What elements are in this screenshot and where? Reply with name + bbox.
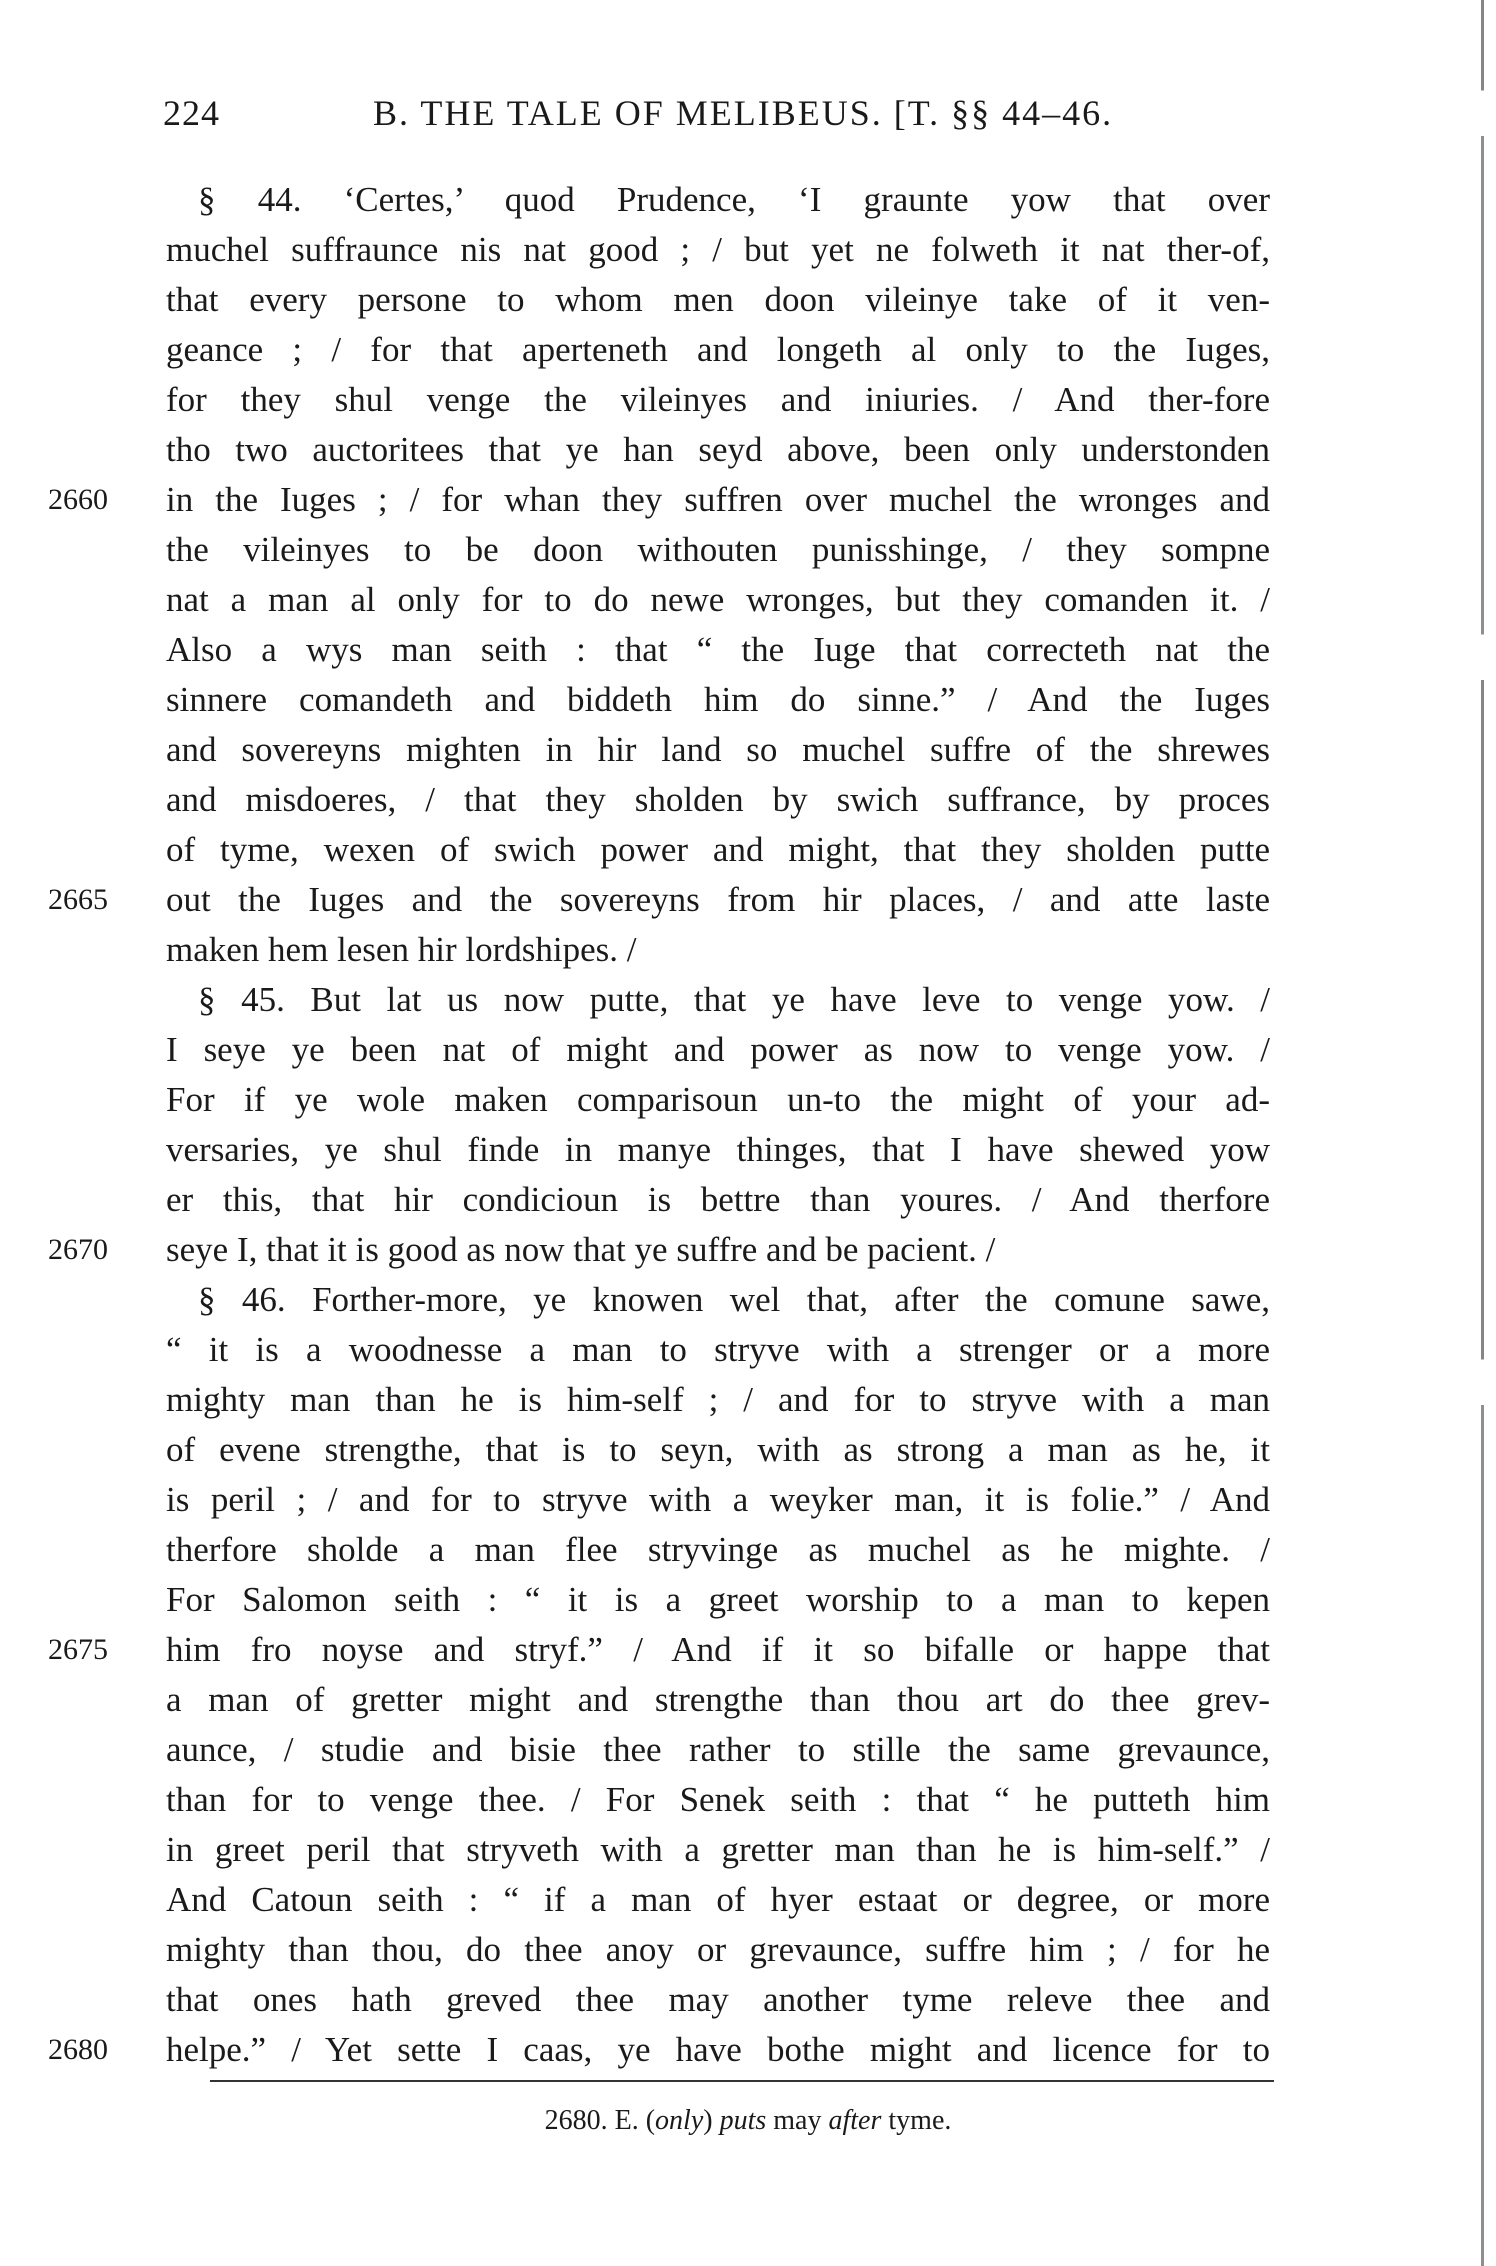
page-number: 224	[163, 93, 220, 133]
text-line	[48, 475, 1270, 525]
line-text: that every persone to whom men doon vileinye take of it ven-	[166, 280, 1270, 319]
body-text	[48, 175, 1270, 2075]
text-line	[166, 1775, 1270, 1825]
line-text: § 45. But lat us now putte, that ye have leve to venge yow. /	[198, 980, 1270, 1019]
line-text: aunce, / studie and bisie thee rather to stille the same grevaunce,	[166, 1730, 1270, 1769]
text-line	[166, 575, 1270, 625]
text-line	[166, 1675, 1270, 1725]
text-line	[166, 1175, 1270, 1225]
footnote-rule	[210, 2080, 1274, 2082]
text-line	[48, 1625, 1270, 1675]
text-line	[48, 2025, 1270, 2075]
footnote-after: after	[828, 2105, 882, 2136]
line-text: that ones hath greved thee may another tyme releve thee and	[166, 1980, 1270, 2019]
line-text: seye I, that it is good as now that ye suffre and be pacient. /	[166, 1230, 996, 1269]
line-text: mighty man than he is him-self ; / and for to stryve with a man	[166, 1380, 1270, 1419]
text-line	[166, 1575, 1270, 1625]
line-number: 2670	[48, 1233, 108, 1266]
text-line	[166, 1725, 1270, 1775]
line-text: tho two auctoritees that ye han seyd above, been only understonden	[166, 430, 1270, 469]
text-line	[166, 275, 1270, 325]
text-line	[166, 725, 1270, 775]
footnote-ms: E.	[614, 2105, 639, 2136]
footnote-number: 2680.	[544, 2105, 608, 2136]
footnote-only: only	[655, 2105, 704, 2136]
footnote-may: may	[773, 2105, 822, 2136]
line-number: 2665	[48, 883, 108, 916]
line-text: I seye ye been nat of might and power as now to venge yow. /	[166, 1030, 1270, 1069]
line-text: than for to venge thee. / For Senek seith : that “ he putteth him	[166, 1780, 1270, 1819]
line-text: of evene strengthe, that is to seyn, with as strong a man as he, it	[166, 1430, 1270, 1469]
text-line	[166, 1925, 1270, 1975]
line-text: him fro noyse and stryf.” / And if it so bifalle or happe that	[166, 1630, 1270, 1669]
line-text: for they shul venge the vileinyes and iniuries. / And ther-fore	[166, 380, 1270, 419]
text-line	[48, 875, 1270, 925]
line-text: For if ye wole maken comparisoun un-to the might of your ad-	[166, 1080, 1270, 1119]
text-line	[166, 1825, 1270, 1875]
text-line	[48, 1225, 1270, 1275]
line-text: is peril ; / and for to stryve with a weyker man, it is folie.” / And	[166, 1480, 1270, 1519]
text-line	[166, 1975, 1270, 2025]
line-text: and sovereyns mighten in hir land so muchel suffre of the shrewes	[166, 730, 1270, 769]
text-line	[166, 1425, 1270, 1475]
line-text: § 44. ‘Certes,’ quod Prudence, ‘I graunte yow that over	[198, 180, 1270, 219]
text-line	[166, 675, 1270, 725]
text-line	[166, 1525, 1270, 1575]
line-text: and misdoeres, / that they sholden by swich suffrance, by proces	[166, 780, 1270, 819]
text-line	[166, 1025, 1270, 1075]
line-text: Also a wys man seith : that “ the Iuge that correcteth nat the	[166, 630, 1270, 669]
page-edge-shadow	[1481, 0, 1484, 2266]
line-text: helpe.” / Yet sette I caas, ye have bothe might and licence for to	[166, 2030, 1270, 2069]
text-line	[166, 825, 1270, 875]
line-text: maken hem lesen hir lordshipes. /	[166, 930, 637, 969]
text-line	[166, 525, 1270, 575]
line-text: therfore sholde a man flee stryvinge as muchel as he mighte. /	[166, 1530, 1270, 1569]
text-line	[166, 1375, 1270, 1425]
text-line	[166, 775, 1270, 825]
text-line	[166, 975, 1270, 1025]
text-line	[166, 1325, 1270, 1375]
line-text: in the Iuges ; / for whan they suffren over muchel the wronges and	[166, 480, 1270, 519]
line-text: nat a man al only for to do newe wronges, but they comanden it. /	[166, 580, 1270, 619]
text-line	[166, 325, 1270, 375]
text-line	[166, 375, 1270, 425]
line-text: sinnere comandeth and biddeth him do sinne.” / And the Iuges	[166, 680, 1270, 719]
text-line	[166, 1875, 1270, 1925]
text-line	[166, 925, 1270, 975]
line-text: out the Iuges and the sovereyns from hir places, / and atte laste	[166, 880, 1270, 919]
footnote-puts: puts	[719, 2105, 767, 2136]
line-text: in greet peril that stryveth with a gretter man than he is him-self.” /	[166, 1830, 1270, 1869]
line-text: of tyme, wexen of swich power and might, that they sholden putte	[166, 830, 1270, 869]
line-number: 2675	[48, 1633, 108, 1666]
text-line	[166, 1475, 1270, 1525]
footnote: 2680. E. (only) puts may after tyme.	[544, 2105, 952, 2136]
line-text: mighty than thou, do thee anoy or grevaunce, suffre him ; / for he	[166, 1930, 1270, 1969]
line-text: versaries, ye shul finde in manye thinges, that I have shewed yow	[166, 1130, 1270, 1169]
line-text: a man of gretter might and strengthe than thou art do thee grev-	[166, 1680, 1270, 1719]
text-line	[166, 625, 1270, 675]
line-text: the vileinyes to be doon withouten punisshinge, / they sompne	[166, 530, 1270, 569]
line-text: er this, that hir condicioun is bettre than youres. / And therfore	[166, 1180, 1270, 1219]
line-text: “ it is a woodnesse a man to stryve with a strenger or a more	[166, 1330, 1270, 1369]
footnote-tyme: tyme.	[888, 2105, 952, 2136]
line-number: 2680	[48, 2033, 108, 2066]
text-line	[166, 1125, 1270, 1175]
line-text: muchel suffraunce nis nat good ; / but yet ne folweth it nat ther-of,	[166, 230, 1270, 269]
line-text: § 46. Forther-more, ye knowen wel that, after the comune sawe,	[198, 1280, 1270, 1319]
text-line	[166, 225, 1270, 275]
text-line	[166, 1275, 1270, 1325]
text-line	[166, 175, 1270, 225]
text-line	[166, 425, 1270, 475]
line-number: 2660	[48, 483, 108, 516]
line-text: For Salomon seith : “ it is a greet worship to a man to kepen	[166, 1580, 1270, 1619]
line-text: And Catoun seith : “ if a man of hyer estaat or degree, or more	[166, 1880, 1270, 1919]
text-line	[166, 1075, 1270, 1125]
line-text: geance ; / for that aperteneth and longeth al only to the Iuges,	[166, 330, 1270, 369]
running-title: B. THE TALE OF MELIBEUS. [T. §§ 44–46.	[373, 93, 1114, 133]
